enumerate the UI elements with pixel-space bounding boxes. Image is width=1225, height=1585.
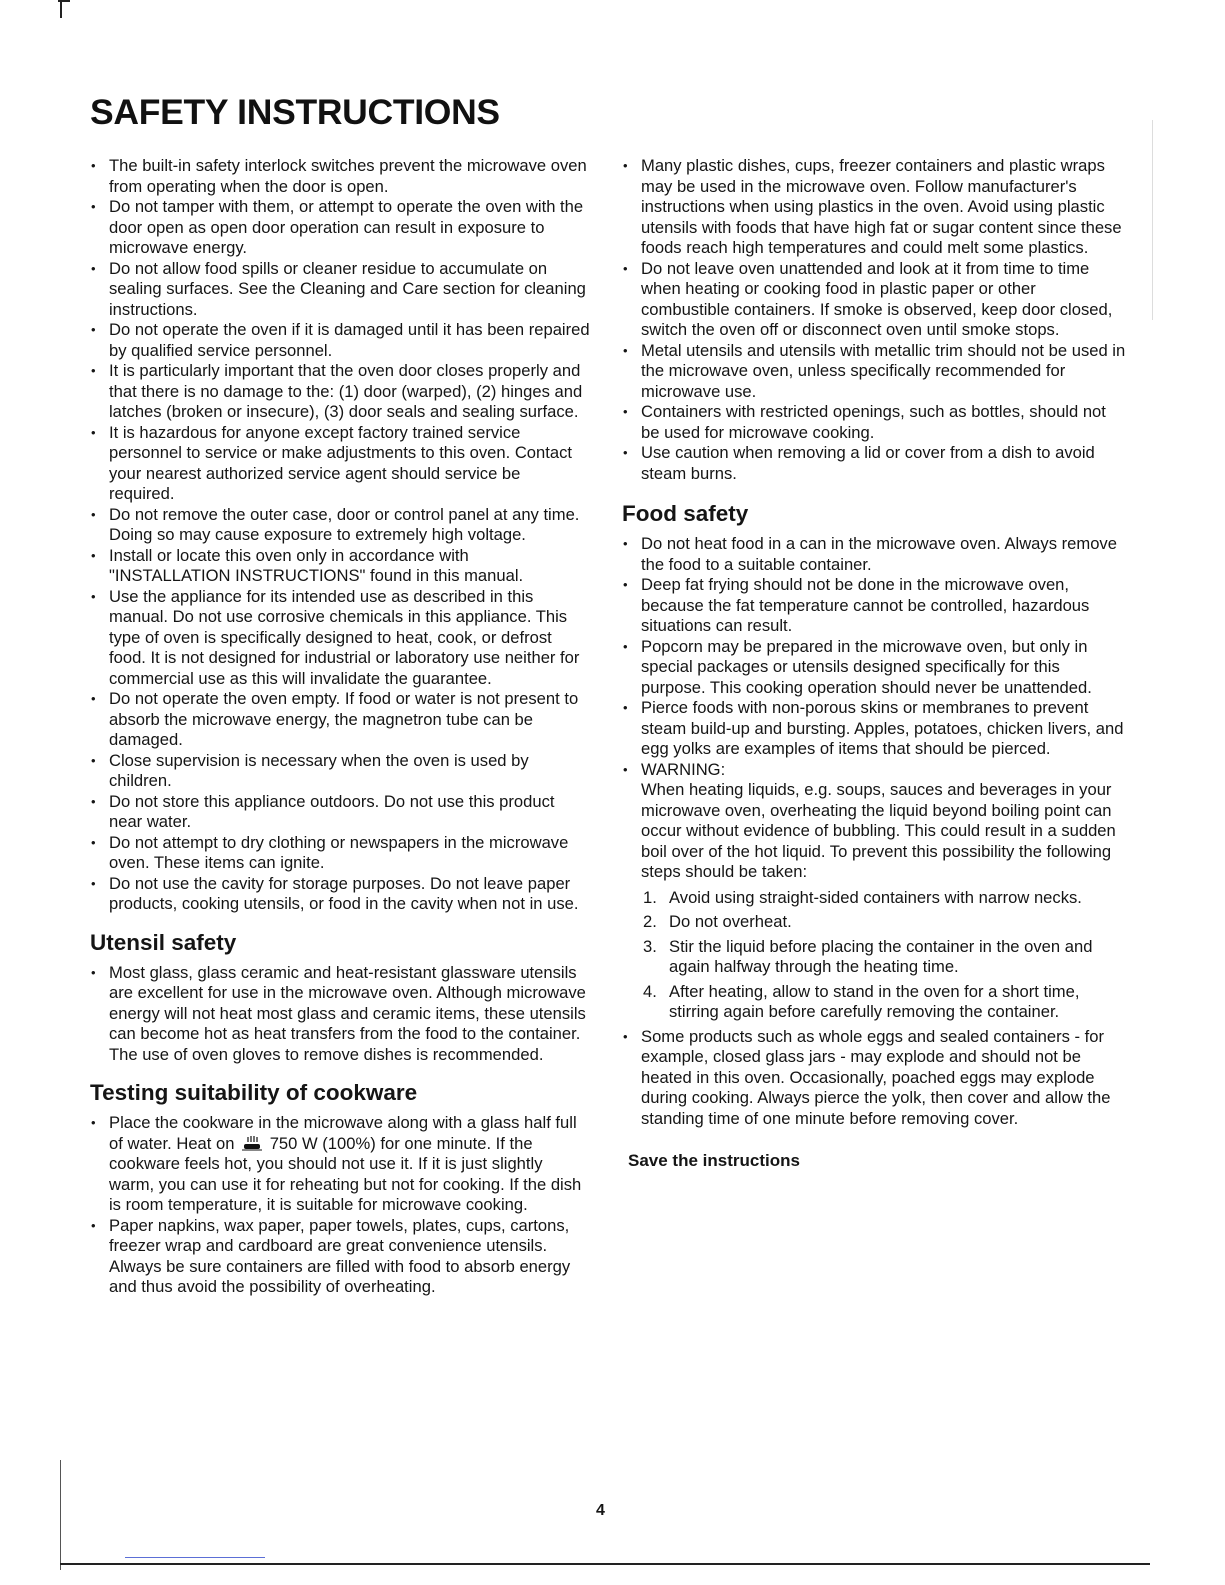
list-item: • Use the appliance for its intended use as described in this manual. Do not use corrosive chemicals in this appliance. This type of oven is specifically designed to heat, cook, or defrost food. It is not designed for industrial or laboratory use neither for commercial use as this will invalidate the guarantee.: [90, 587, 590, 690]
warning-label: • WARNING:: [641, 759, 726, 779]
scan-edge-right: [1152, 120, 1153, 320]
warning-step: [641, 888, 1127, 909]
list-item: • Do not operate the oven empty. If food or water is not present to absorb the microwave energy, the magnetron tube can be damaged.: [90, 689, 590, 751]
warning-item: [622, 760, 1127, 1023]
list-item: • Some products such as whole eggs and sealed containers - for example, closed glass jars - may explode and should not be heated in this oven. Occasionally, poached eggs may explode during cooking. Always pierce the yolk, then cover and allow the standing time of one minute before removing cover.: [622, 1027, 1127, 1130]
testing-text-after-icon: 750 W (100%) for one minute. If the cookware feels hot, you should not use it. If it is just slightly warm, you can use it for reheating but not for cooking. If the dish is room temperature, it is suitable for microwave cooking.: [109, 1133, 582, 1214]
list-item: • Do not tamper with them, or attempt to operate the oven with the door open as open door operation can result in exposure to microwave energy.: [90, 197, 590, 259]
list-item: • Do not use the cavity for storage purposes. Do not leave paper products, cooking utensils, or food in the cavity when not in use.: [90, 874, 590, 915]
list-item: • Install or locate this oven only in accordance with "INSTALLATION INSTRUCTIONS" found in this manual.: [90, 546, 590, 587]
right-column: [622, 156, 1127, 1172]
scan-edge-bottom: [60, 1563, 1150, 1565]
step-number: 4.: [643, 981, 657, 1001]
utensil-safety-heading: Utensil safety: [90, 929, 237, 955]
testing-cookware-heading: Testing suitability of cookware: [90, 1080, 418, 1105]
food-safety-list: [622, 534, 1127, 1129]
step-text: Stir the liquid before placing the container in the oven and again halfway through the heating time.: [669, 936, 1093, 976]
safety-list-right: [622, 156, 1127, 484]
list-item: • Deep fat frying should not be done in the microwave oven, because the fat temperature cannot be controlled, hazardous situations can result.: [622, 575, 1127, 637]
food-safety-heading: Food safety: [622, 501, 749, 526]
microwave-power-icon: [241, 1135, 263, 1153]
list-item: • It is hazardous for anyone except factory trained service personnel to service or make adjustments to this oven. Contact your nearest authorized service agent should service be required.: [90, 423, 590, 505]
list-item: • Do not heat food in a can in the microwave oven. Always remove the food to a suitable container.: [622, 534, 1127, 575]
list-item: • Do not allow food spills or cleaner residue to accumulate on sealing surfaces. See the Cleaning and Care section for cleaning instructions.: [90, 259, 590, 321]
list-item: • Containers with restricted openings, such as bottles, should not be used for microwave cooking.: [622, 402, 1127, 443]
step-number: 1.: [643, 887, 657, 907]
list-item: • Metal utensils and utensils with metallic trim should not be used in the microwave oven, unless specifically recommended for microwave use.: [622, 341, 1127, 403]
page-title: SAFETY INSTRUCTIONS: [90, 92, 500, 132]
utensil-list: [90, 963, 590, 1066]
scan-edge-left: [60, 1460, 61, 1570]
list-item: • Popcorn may be prepared in the microwave oven, but only in special packages or utensils designed specifically for this purpose. This cooking operation should never be unattended.: [622, 637, 1127, 699]
testing-list: [90, 1113, 590, 1298]
list-item: • Do not remove the outer case, door or control panel at any time. Doing so may cause exposure to extremely high voltage.: [90, 505, 590, 546]
warning-steps: [641, 888, 1127, 1023]
list-item: • Pierce foods with non-porous skins or membranes to prevent steam build-up and bursting. Apples, potatoes, chicken livers, and egg yolks are examples of items that should be pierced.: [622, 698, 1127, 760]
step-text: After heating, allow to stand in the oven for a short time, stirring again before carefully removing the container.: [669, 981, 1080, 1021]
list-item: • Many plastic dishes, cups, freezer containers and plastic wraps may be used in the microwave oven. Follow manufacturer's instructions when using plastics in the oven. Avoid using plastic utensils with foods that have high fat or sugar content since these foods reach high temperatures and could melt some plastics.: [622, 156, 1127, 259]
list-item: • It is particularly important that the oven door closes properly and that there is no damage to the: (1) door (warped), (2) hinges and latches (broken or insecure), (3) door seals and sealing surface.: [90, 361, 590, 423]
warning-step: [641, 937, 1127, 978]
list-item: • Paper napkins, wax paper, paper towels, plates, cups, cartons, freezer wrap and cardboard are great convenience utensils. Always be sure containers are filled with food to absorb energy and thus avoid the possibility of overheating.: [90, 1216, 590, 1298]
list-item: • Do not leave oven unattended and look at it from time to time when heating or cooking food in plastic paper or other combustible containers. If smoke is observed, keep door closed, switch the oven off or disconnect oven until smoke stops.: [622, 259, 1127, 341]
crop-mark-left-vertical: [60, 0, 62, 18]
warning-step: [641, 912, 1127, 933]
safety-list-left: [90, 156, 590, 915]
step-text: Do not overheat.: [669, 912, 792, 931]
left-column: [90, 156, 590, 1298]
warning-step: [641, 982, 1127, 1023]
list-item: • Close supervision is necessary when the oven is used by children.: [90, 751, 590, 792]
list-item: • Do not operate the oven if it is damaged until it has been repaired by qualified service personnel.: [90, 320, 590, 361]
step-number: 3.: [643, 936, 657, 956]
save-instructions-note: Save the instructions: [628, 1151, 800, 1170]
list-item: • Do not attempt to dry clothing or newspapers in the microwave oven. These items can ignite.: [90, 833, 590, 874]
step-text: Avoid using straight-sided containers with narrow necks.: [669, 887, 1082, 907]
page-number: 4: [596, 1502, 605, 1519]
list-item: • Use caution when removing a lid or cover from a dish to avoid steam burns.: [622, 443, 1127, 484]
list-item: • The built-in safety interlock switches prevent the microwave oven from operating when the door is open.: [90, 156, 590, 197]
step-number: 2.: [643, 912, 657, 931]
testing-text-before-icon: Place the cookware in the microwave along with a glass half full of water. Heat on: [109, 1113, 577, 1153]
list-item: • Do not store this appliance outdoors. Do not use this product near water.: [90, 792, 590, 833]
list-item: [90, 1113, 590, 1216]
scan-edge-bottom-blue: [125, 1557, 265, 1558]
list-item: • Most glass, glass ceramic and heat-resistant glassware utensils are excellent for use in the microwave oven. Although microwave energy will not heat most glass and ceramic items, these utensils can become hot as heat transfers from the food to the container. The use of oven gloves to remove dishes is recommended.: [90, 963, 590, 1066]
warning-text: When heating liquids, e.g. soups, sauces and beverages in your microwave oven, overheating the liquid beyond boiling point can occur without evidence of bubbling. This could result in a sudden boil over of the hot liquid. To prevent this possibility the following steps should be taken:: [641, 780, 1116, 881]
